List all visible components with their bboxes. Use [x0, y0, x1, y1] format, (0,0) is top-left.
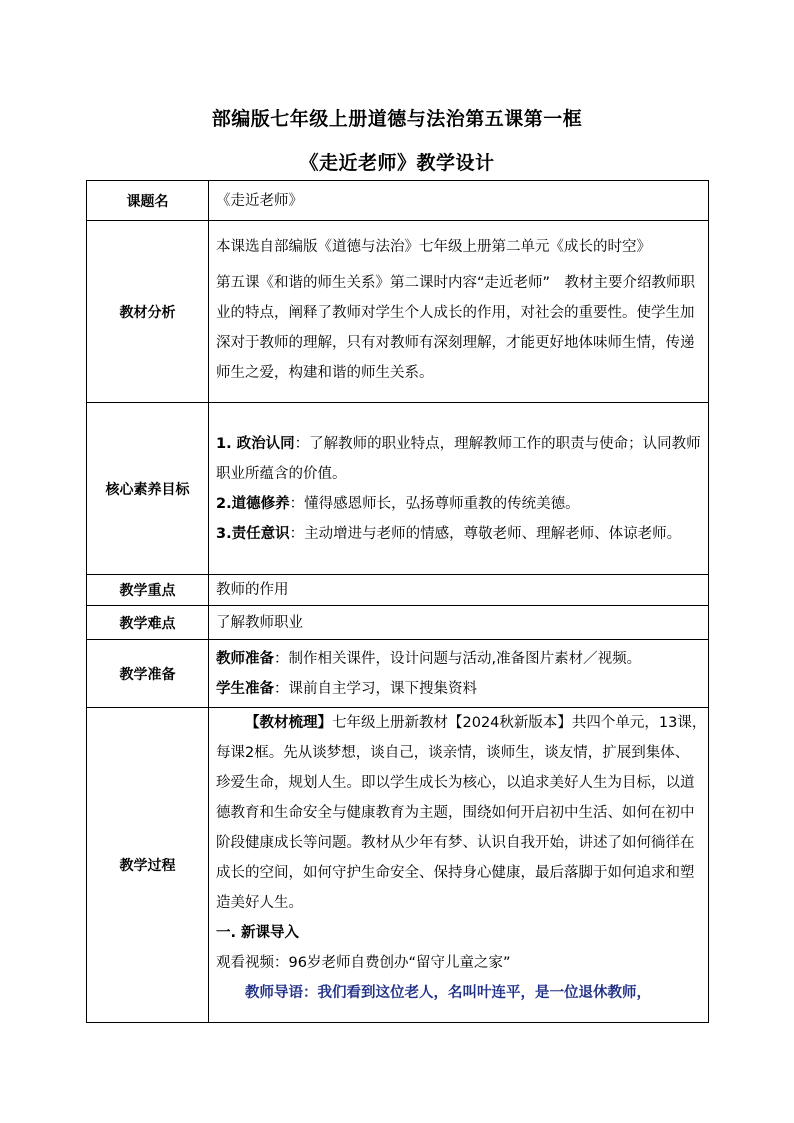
- row-label-goals: 核心素养目标: [87, 403, 209, 575]
- process-intro-text: 七年级上册新教材【2024秋新版本】共四个单元，13课， 每课2框。先从谈梦想，谈自己，谈亲情，谈师生，谈友情，扩展到集体、珍爱生命，规划人生。即以学生成长为核心，以追求美好人生为目标，以道德教育和生命安全与健康教育为主题，围绕如何开启初中生活、如何在初中阶段健康成长等问题。教材从少年有梦、认识自我开始，讲述了如何徜徉在成长的空间，如何守护生命安全、保持身心健康，最后落脚于如何追求和塑造美好人生。: [216, 715, 714, 911]
- teacher-guide-line: 教师导语：我们看到这位老人，名叫叶连平，是一位退休教师，: [245, 984, 651, 1001]
- row-label-topic: 课题名: [87, 181, 209, 221]
- process-intro-heading: 【教材梳理】: [245, 715, 332, 731]
- row-label-process: 教学过程: [87, 708, 209, 1023]
- goal-3-heading: 3.责任意识: [216, 525, 290, 542]
- prep-student: [216, 674, 702, 704]
- difficulty-value: 了解教师职业: [209, 606, 709, 640]
- analysis-line1: 本课选自部编版《道德与法治》七年级上册第二单元《成长的时空》: [216, 238, 651, 255]
- process-intro: [216, 708, 714, 918]
- prep-student-heading: 学生准备: [216, 680, 274, 697]
- goal-3: [216, 519, 702, 549]
- analysis-content: [209, 221, 709, 403]
- goals-content: [209, 403, 709, 575]
- topic-value: 《走近老师》: [209, 181, 709, 221]
- prep-student-text: ：课前自主学习，课下搜集资料: [274, 680, 477, 697]
- focus-value: 教师的作用: [209, 575, 709, 606]
- process-content: [209, 708, 714, 1023]
- table-row-difficulty: [87, 606, 709, 640]
- row-label-analysis: 教材分析: [87, 221, 209, 403]
- table-row-prep: [87, 640, 709, 708]
- goal-1-text: ：了解教师的职业特点，理解教师工作的职责与使命；认同教师职业所蕴含的价值。: [216, 435, 701, 482]
- row-label-prep: 教学准备: [87, 640, 209, 708]
- goal-2: [216, 489, 702, 519]
- prep-content: [209, 640, 709, 708]
- section-new-lesson-heading: 一. 新课导入: [216, 925, 300, 941]
- lesson-plan-table: [86, 180, 714, 1023]
- document-title-line1: 部编版七年级上册道德与法治第五课第一框: [211, 108, 583, 130]
- table-row-analysis: [87, 221, 709, 403]
- goal-1: [216, 429, 702, 489]
- prep-teacher: [216, 644, 702, 674]
- table-row-focus: [87, 575, 709, 606]
- goal-1-heading: 1. 政治认同: [216, 435, 295, 452]
- goal-3-text: ：主动增进与老师的情感，尊敬老师、理解老师、体谅老师。: [289, 525, 682, 542]
- row-label-difficulty: 教学难点: [87, 606, 209, 640]
- document-title-line2: 《走近老师》教学设计: [299, 152, 495, 174]
- video-line: 观看视频：96岁老师自费创办“留守儿童之家”: [216, 955, 511, 971]
- goal-2-heading: 2.道德修养: [216, 495, 290, 512]
- prep-teacher-heading: 教师准备: [216, 650, 274, 667]
- table-row-topic: [87, 181, 709, 221]
- table-row-process: [87, 708, 709, 1023]
- prep-teacher-text: ：制作相关课件，设计问题与活动,准备图片素材／视频。: [274, 650, 642, 667]
- analysis-paragraph: 第五课《和谐的师生关系》第二课时内容“走近老师” 教材主要介绍教师职业的特点，阐释了教师对学生个人成长的作用，对社会的重要性。使学生加深对于教师的理解，只有对教师有深刻理解，才能更好地体味师生情，传递师生之爱，构建和谐的师生关系。: [216, 274, 696, 381]
- table-row-goals: [87, 403, 709, 575]
- row-label-focus: 教学重点: [87, 575, 209, 606]
- goal-2-text: ：懂得感恩师长，弘扬尊师重教的传统美德。: [289, 495, 580, 512]
